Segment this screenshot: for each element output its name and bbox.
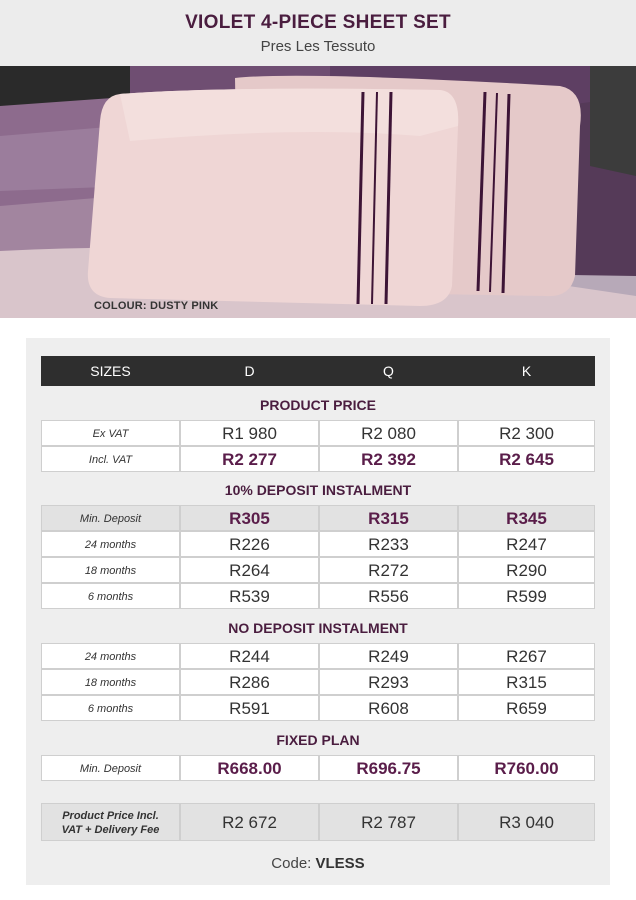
price-cell: R2 645 [458, 446, 595, 472]
row-label: Min. Deposit [41, 755, 180, 781]
price-cell: R539 [180, 583, 319, 609]
price-cell: R668.00 [180, 755, 319, 781]
price-cell: R264 [180, 557, 319, 583]
price-cell: R659 [458, 695, 595, 721]
row-label: 24 months [41, 643, 180, 669]
header-king: K [521, 363, 532, 379]
row-label: Incl. VAT [41, 446, 180, 472]
sizes-header-row [41, 356, 595, 386]
table-row [41, 420, 595, 446]
price-cell: R345 [458, 505, 595, 531]
price-cell: R2 392 [319, 446, 458, 472]
price-cell: R2 277 [180, 446, 319, 472]
row-label-line: Product Price Incl. [62, 810, 159, 822]
table-row [41, 531, 595, 557]
page-header [0, 0, 636, 66]
price-cell: R599 [458, 583, 595, 609]
product-code-value: VLESS [315, 855, 365, 872]
colour-label: COLOUR: DUSTY PINK [94, 300, 219, 312]
price-cell: R249 [319, 643, 458, 669]
section-deposit-instalment: 10% DEPOSIT INSTALMENT [224, 482, 412, 498]
row-label: 24 months [41, 531, 180, 557]
price-cell: R293 [319, 669, 458, 695]
table-row [41, 557, 595, 583]
row-label: 18 months [41, 669, 180, 695]
header-double: D [244, 363, 255, 379]
section-no-deposit-instalment: NO DEPOSIT INSTALMENT [228, 620, 408, 636]
price-cell: R247 [458, 531, 595, 557]
price-cell: R315 [319, 505, 458, 531]
price-cell: R696.75 [319, 755, 458, 781]
table-row [41, 755, 595, 781]
table-row [41, 446, 595, 472]
row-label: 18 months [41, 557, 180, 583]
price-cell: R3 040 [458, 803, 595, 841]
price-cell: R290 [458, 557, 595, 583]
row-label-line: VAT + Delivery Fee [61, 824, 160, 836]
table-row [41, 505, 595, 531]
price-cell: R2 300 [458, 420, 595, 446]
table-row [41, 583, 595, 609]
product-title: VIOLET 4-PIECE SHEET SET [185, 12, 451, 33]
price-cell: R608 [319, 695, 458, 721]
price-cell: R233 [319, 531, 458, 557]
table-row [41, 643, 595, 669]
row-label: 6 months [41, 583, 180, 609]
price-cell: R286 [180, 669, 319, 695]
price-cell: R591 [180, 695, 319, 721]
section-fixed-plan: FIXED PLAN [276, 732, 360, 748]
price-cell: R556 [319, 583, 458, 609]
price-cell: R760.00 [458, 755, 595, 781]
product-brand: Pres Les Tessuto [260, 38, 376, 55]
price-cell: R2 080 [319, 420, 458, 446]
table-row [41, 695, 595, 721]
price-cell: R267 [458, 643, 595, 669]
price-cell: R2 787 [319, 803, 458, 841]
price-cell: R1 980 [180, 420, 319, 446]
row-label [41, 803, 180, 841]
table-row [41, 669, 595, 695]
price-cell: R315 [458, 669, 595, 695]
price-cell: R272 [319, 557, 458, 583]
row-label: Ex VAT [41, 420, 180, 446]
row-label: Min. Deposit [41, 505, 180, 531]
table-row [41, 803, 595, 841]
row-label: 6 months [41, 695, 180, 721]
price-cell: R305 [180, 505, 319, 531]
bedding-illustration [0, 66, 636, 318]
price-cell: R244 [180, 643, 319, 669]
price-cell: R226 [180, 531, 319, 557]
product-photo [0, 66, 636, 318]
header-sizes: SIZES [90, 363, 131, 379]
product-code [26, 855, 610, 872]
section-product-price: PRODUCT PRICE [260, 397, 376, 413]
product-code-label: Code: [271, 855, 312, 872]
header-queen: Q [383, 363, 394, 379]
price-cell: R2 672 [180, 803, 319, 841]
